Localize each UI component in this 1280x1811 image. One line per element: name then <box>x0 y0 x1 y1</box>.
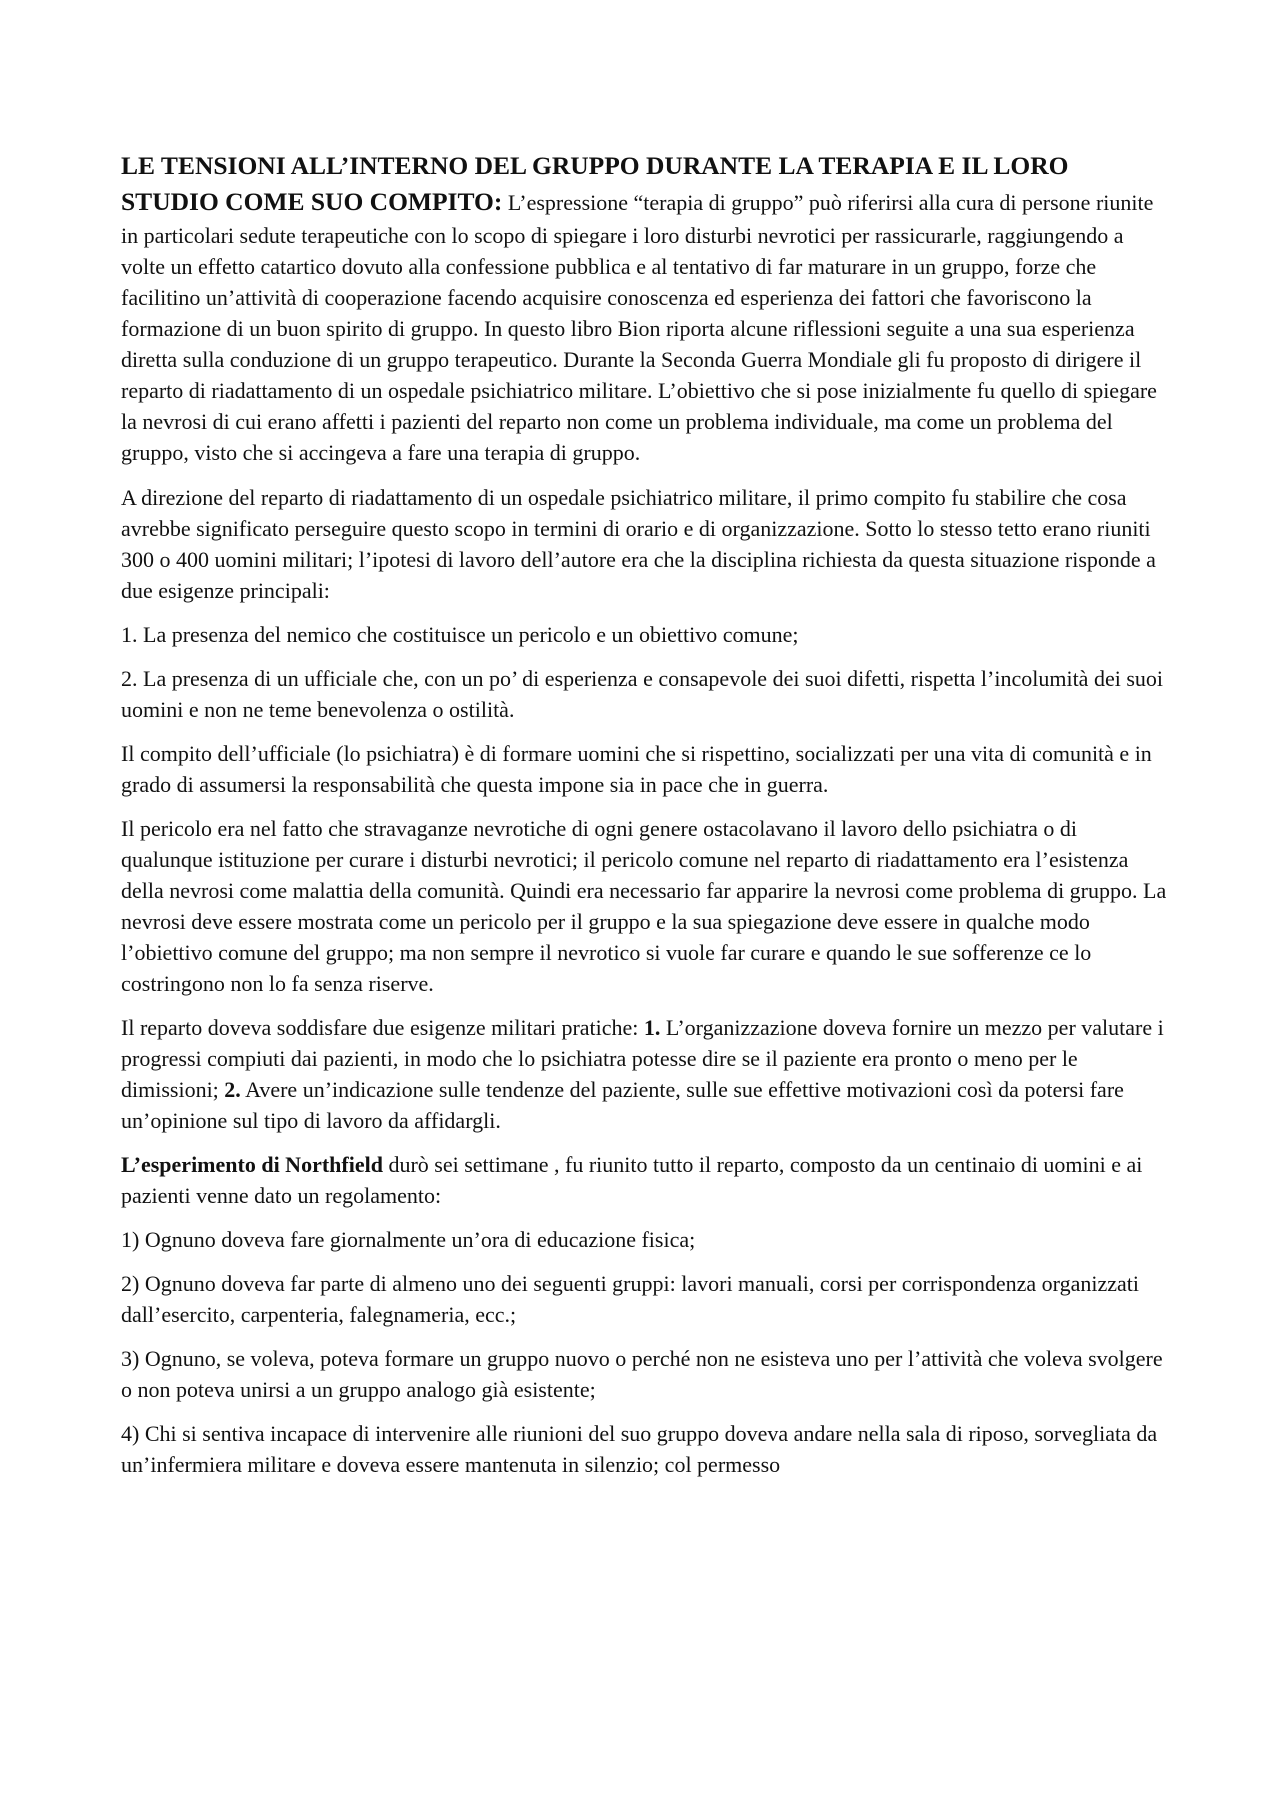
bold-number: 1. <box>643 1015 661 1040</box>
bold-number: 2. <box>224 1077 241 1102</box>
paragraph-northfield <box>121 1149 1171 1211</box>
intro-paragraph <box>121 148 1171 468</box>
paragraph-direction: A direzione del reparto di riadattamento di un ospedale psichiatrico militare, il primo compito fu stabilire che cosa avrebbe significato perseguire questo scopo in termini di orario e di organizzazione. Sotto lo stesso tetto erano riuniti 300 o 400 uomini militari; l’ipotesi di lavoro dell’autore era che la disciplina richiesta da questa situazione risponde a due esigenze principali: <box>121 485 1156 603</box>
text-run: durò sei settimane , fu riunito tutto il reparto, composto da un centinaio di uomini e ai pazienti venne dato un regolamento: <box>121 1152 1143 1208</box>
paragraph-danger: Il pericolo era nel fatto che stravaganze nevrotiche di ogni genere ostacolavano il lavoro dello psichiatra o di qualunque istituzione per curare i disturbi nevrotici; il pericolo comune nel reparto di riadattamento era l’esistenza della nevrosi come malattia della comunità. Quindi era necessario far apparire la nevrosi come problema di gruppo. La nevrosi deve essere mostrata come un pericolo per il gruppo e la sua spiegazione deve essere in qualche modo l’obiettivo comune del gruppo; ma non sempre il nevrotico si vuole far curare e quando le sue sofferenze ce lo costringono non lo fa senza riserve. <box>121 816 1167 996</box>
intro-text: L’espressione “terapia di gruppo” può riferirsi alla cura di persone riunite in particolari sedute terapeutiche con lo scopo di spiegare i loro disturbi nevrotici per rassicurarle, raggiungendo a volte un effetto catartico dovuto alla confessione pubblica e al tentativo di far maturare in un gruppo, forze che facilitino un’attività di cooperazione facendo acquisire conoscenza ed esperienza dei fattori che favoriscono la formazione di un buon spirito di gruppo. In questo libro Bion riporta alcune riflessioni seguite a una sua esperienza diretta sulla conduzione di un gruppo terapeutico. Durante la Seconda Guerra Mondiale gli fu proposto di dirigere il reparto di riadattamento di un ospedale psichiatrico militare. L’obiettivo che si pose inizialmente fu quello di spiegare la nevrosi di cui erano affetti i pazienti del reparto non come un problema individuale, ma come un problema del gruppo, visto che si accingeva a fare una terapia di gruppo. <box>121 190 1157 465</box>
paragraph-officer-task: Il compito dell’ufficiale (lo psichiatra) è di formare uomini che si rispettino, socializzati per una vita di comunità e in grado di assumersi la responsabilità che questa impone sia in pace che in guerra. <box>121 741 1152 797</box>
bold-heading: L’esperimento di Northfield <box>121 1152 383 1177</box>
text-run: Il reparto doveva soddisfare due esigenze militari pratiche: <box>121 1015 644 1040</box>
text-run: L’organizzazione doveva fornire un mezzo per valutare i progressi compiuti dai pazienti, in modo che lo psichiatra potesse dire se il paziente era pronto o meno per le dimissioni; <box>121 1015 1164 1102</box>
paragraph-military-needs <box>121 1012 1171 1136</box>
rule-item: 4) Chi si sentiva incapace di intervenire alle riunioni del suo gruppo doveva andare nella sala di riposo, sorvegliata da un’infermiera militare e doveva essere mantenuta in silenzio; col permesso <box>121 1421 1158 1477</box>
document-body <box>121 148 1171 1493</box>
paragraph-point-2: 2. La presenza di un ufficiale che, con un po’ di esperienza e consapevole dei suoi difetti, rispetta l’incolumità dei suoi uomini e non ne teme benevolenza o ostilità. <box>121 666 1163 722</box>
document-title: LE TENSIONI ALL’INTERNO DEL GRUPPO DURANTE LA TERAPIA E IL LORO STUDIO COME SUO COMPITO: <box>121 151 1069 216</box>
rule-item: 3) Ognuno, se voleva, poteva formare un gruppo nuovo o perché non ne esisteva uno per l’attività che voleva svolgere o non poteva unirsi a un gruppo analogo già esistente; <box>121 1346 1163 1402</box>
rule-item: 2) Ognuno doveva far parte di almeno uno dei seguenti gruppi: lavori manuali, corsi per corrispondenza organizzati dall’esercito, carpenteria, falegnameria, ecc.; <box>121 1271 1139 1327</box>
paragraph-point-1: 1. La presenza del nemico che costituisce un pericolo e un obiettivo comune; <box>121 622 799 647</box>
rule-item: 1) Ognuno doveva fare giornalmente un’ora di educazione fisica; <box>121 1227 696 1252</box>
text-run: Avere un’indicazione sulle tendenze del paziente, sulle sue effettive motivazioni così da potersi fare un’opinione sul tipo di lavoro da affidargli. <box>121 1077 1124 1133</box>
